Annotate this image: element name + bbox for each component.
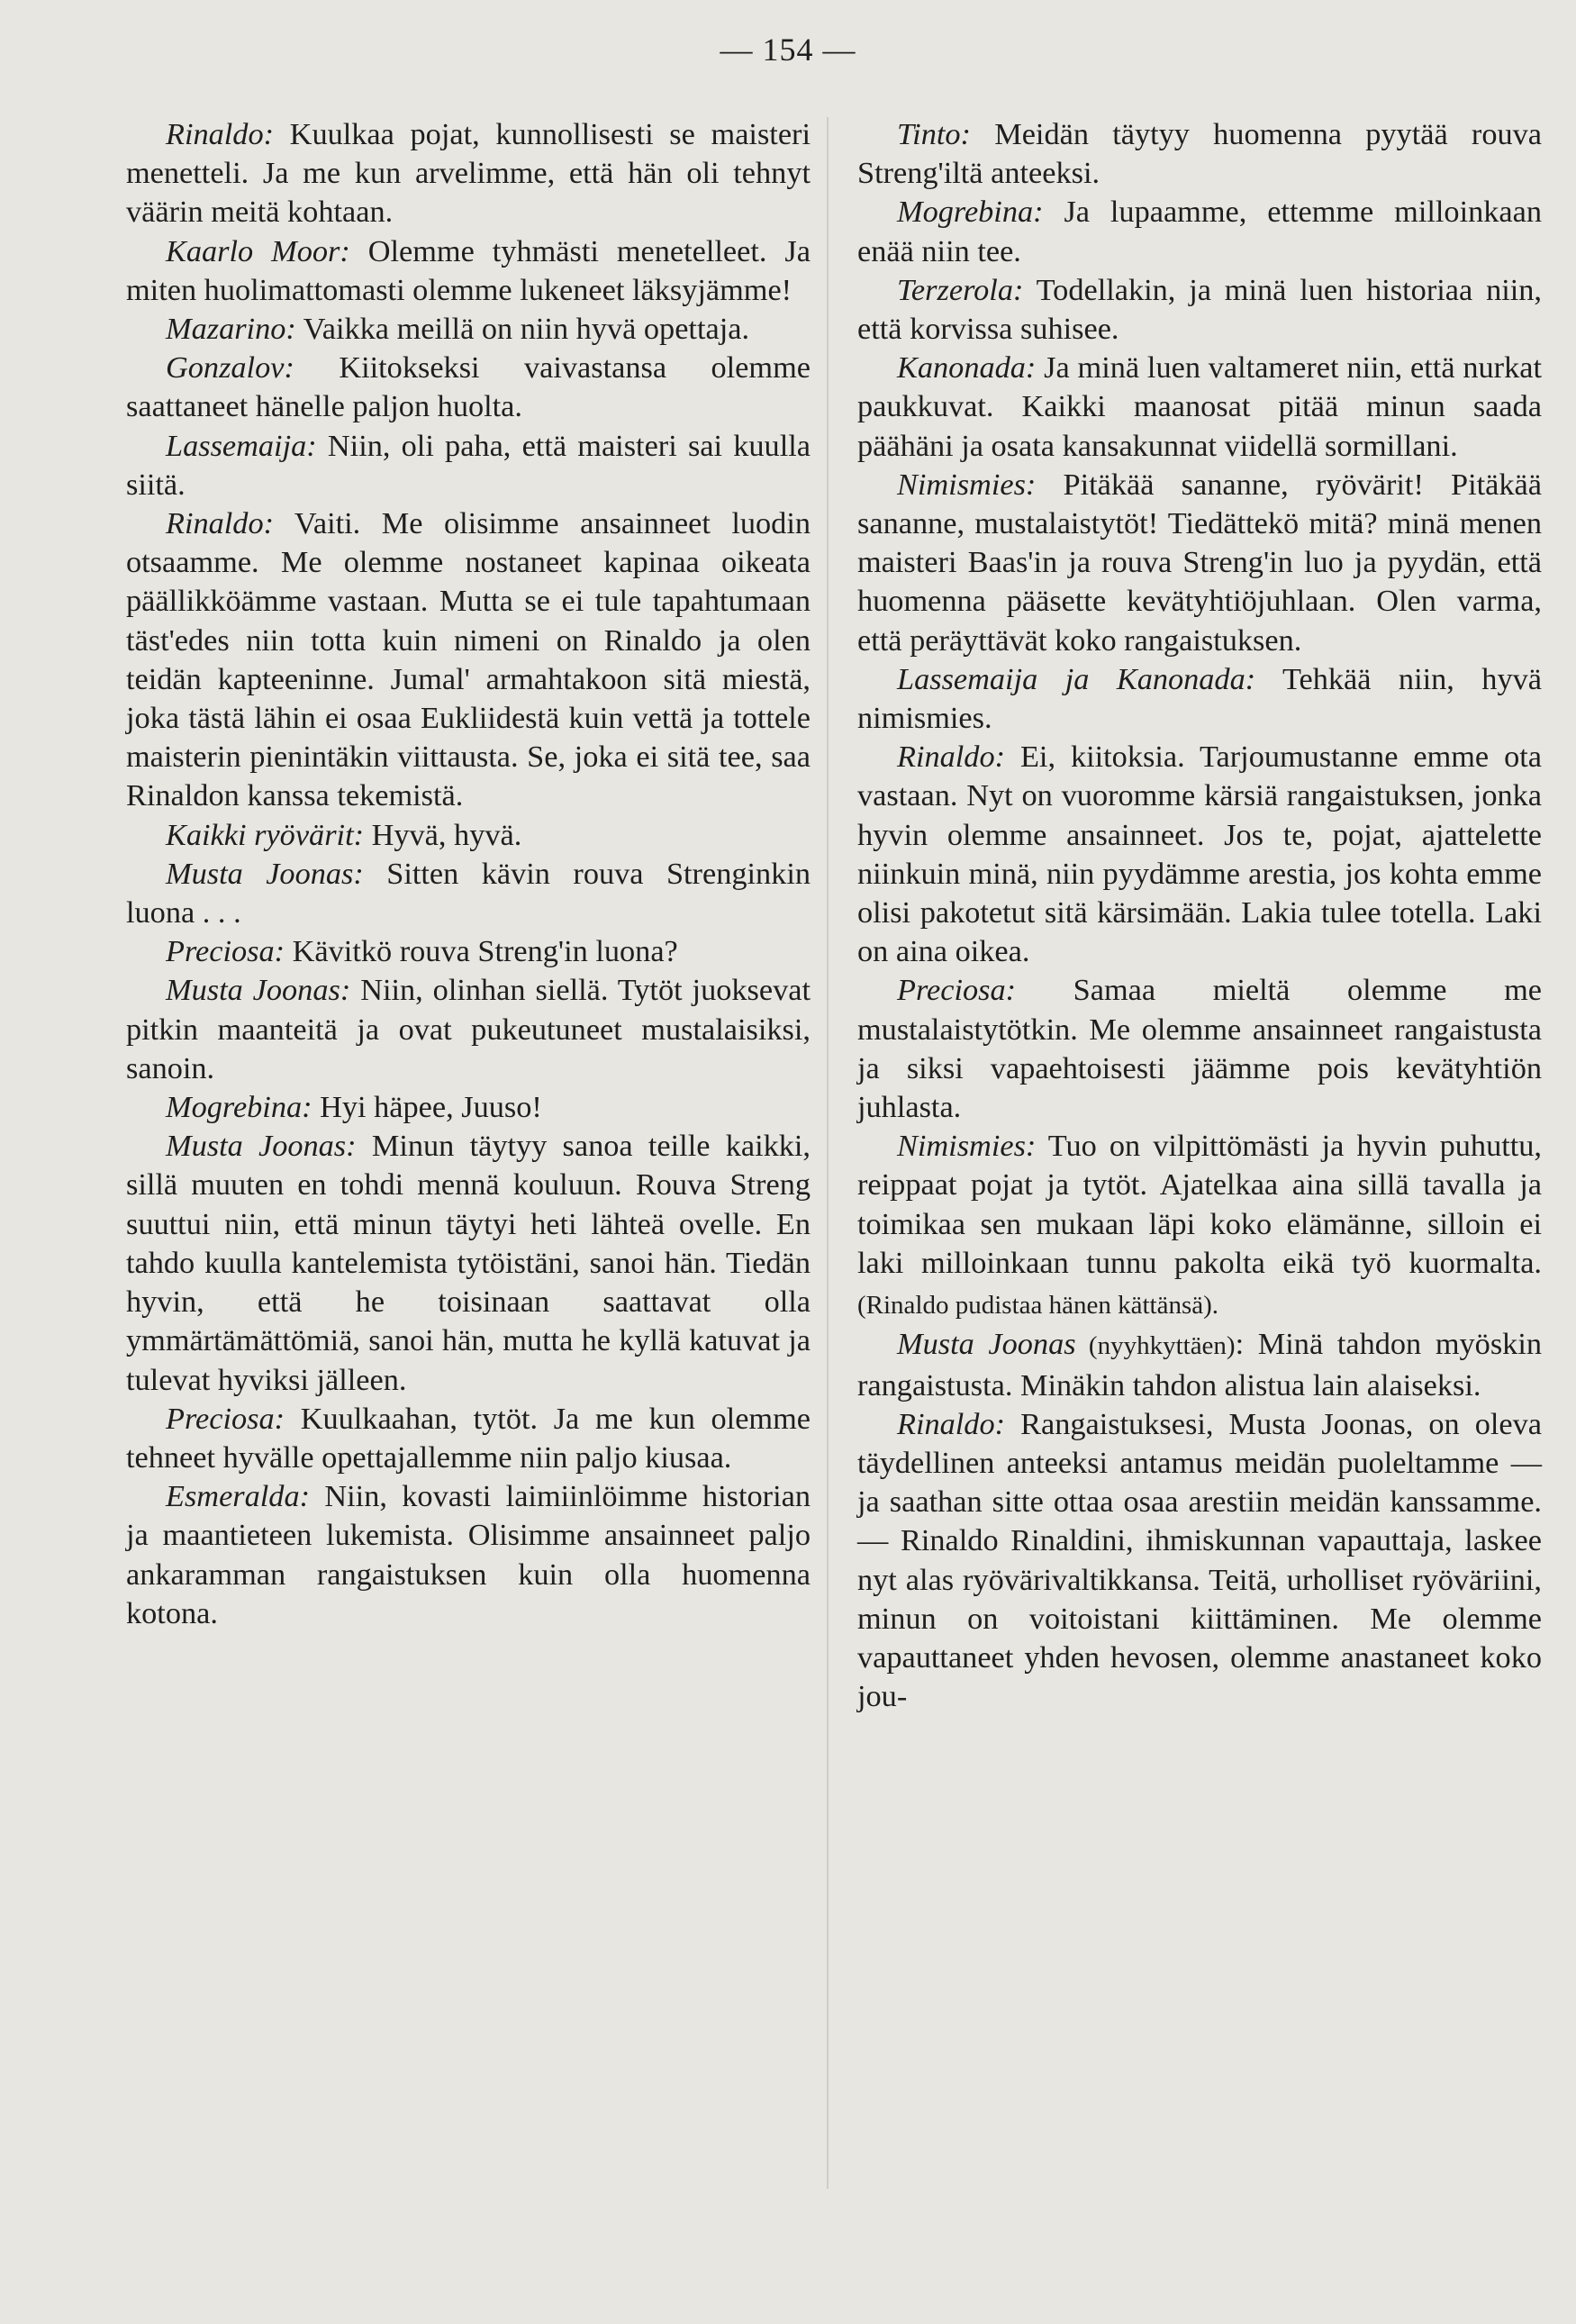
column-divider <box>827 117 829 2189</box>
speech-text: Minun täytyy sanoa teille kaikki, sillä muuten en tohdi mennä kouluun. Rouva Streng suuttui niin, että minun täytyi heti lähteä ovelle. En tahdo kuulla kantelemista tytöistäni, sanoi hän. Tiedän hyvin, että he toisinaan saattavat olla ymmärtämättömiä, sanoi hän, mutta he kyllä katuvat ja tulevat hyviksi jälleen. <box>126 1129 811 1397</box>
speaker-name: Rinaldo: <box>897 1406 1006 1441</box>
speech-paragraph <box>857 271 1542 349</box>
speech-text: Tuo on vilpittömästi ja hyvin puhuttu, reippaat pojat ja tytöt. Ajatelkaa aina sillä tavalla ja toimikaa sen mukaan läpi koko elämänne, silloin ei laki milloinkaan tunnu pakolta eikä työ kuormalta. <box>857 1129 1542 1280</box>
speech-paragraph <box>857 1325 1542 1404</box>
speech-text: : Minä tahdon myöskin rangaistusta. Minäkin tahdon alistua lain alaiseksi. <box>857 1327 1543 1403</box>
speech-text: Todellakin, ja minä luen historiaa niin, että korvissa suhisee. <box>857 272 1542 347</box>
speaker-name: Kaikki ryövärit: <box>166 817 365 852</box>
stage-direction: (Rinaldo pudistaa hänen kättänsä). <box>857 1291 1219 1321</box>
speech-paragraph <box>126 932 811 971</box>
speech-text: Sitten kävin rouva Strenginkin luona . . . <box>126 856 811 931</box>
right-column <box>857 115 1542 1716</box>
speech-paragraph <box>126 816 811 855</box>
speech-paragraph <box>857 349 1542 466</box>
speaker-name: Kanonada: <box>897 350 1037 386</box>
speaker-name: Lassemaija: <box>166 428 317 463</box>
speech-text: Kuulkaahan, tytöt. Ja me kun olemme tehneet hyvälle opettajallemme niin paljo kiusaa. <box>126 1401 811 1475</box>
speech-paragraph <box>126 1127 811 1399</box>
speech-text: Niin, kovasti laimiinlöimme historian ja maantieteen lukemista. Olisimme ansainneet paljo ankaramman rangaistuksen kuin olla huomenna kotona. <box>126 1479 811 1630</box>
speech-paragraph <box>857 193 1542 270</box>
speaker-name: Musta Joonas: <box>166 856 364 891</box>
speaker-name: Mogrebina: <box>897 195 1044 230</box>
speech-text: Niin, oli paha, että maisteri sai kuulla siitä. <box>126 428 811 502</box>
speaker-name: Musta Joonas: <box>166 1129 357 1164</box>
speech-paragraph <box>126 427 811 504</box>
page-number: — 154 — <box>720 32 856 68</box>
speech-text: Tehkää niin, hyvä nimismies. <box>857 661 1542 736</box>
speech-text: Hyvä, hyvä. <box>364 817 522 852</box>
speaker-name: Nimismies: <box>897 467 1037 502</box>
speech-paragraph <box>126 855 811 932</box>
speech-paragraph <box>857 466 1542 660</box>
speaker-name: Rinaldo: <box>897 740 1006 775</box>
speaker-name: Mogrebina: <box>166 1090 312 1125</box>
speech-text: Olemme tyhmästi menetelleet. Ja miten huolimattomasti olemme lukeneet läksyjämme! <box>126 233 811 307</box>
left-column <box>126 115 811 1633</box>
speech-paragraph <box>126 1477 811 1633</box>
speaker-name: Gonzalov: <box>166 350 294 386</box>
speech-text: Ja minä luen valtameret niin, että nurkat paukkuvat. Kaikki maanosat pitää minun saada päähäni ja osata kansakunnat viidellä sormillani. <box>857 350 1542 463</box>
speech-paragraph <box>126 310 811 349</box>
speech-text: Ei, kiitoksia. Tarjoumustanne emme ota vastaan. Nyt on vuoromme kärsiä rangaistuksen, jonka hyvin olemme ansainneet. Jos te, pojat, ajattelette niinkuin minä, niin pyydämme arestia, jos kohta emme olisi pakotetut sitä kärsimään. Lakia tulee totella. Laki on aina oikea. <box>857 740 1542 969</box>
speaker-name: Esmeralda: <box>166 1479 311 1514</box>
speech-paragraph <box>857 1405 1542 1717</box>
speaker-name: Nimismies: <box>897 1129 1037 1164</box>
speech-text: Samaa mieltä olemme me mustalaistytötkin. Me olemme ansainneet rangaistusta ja siksi vapaehtoisesti jäämme pois kevätyhtiön juhlasta. <box>857 973 1542 1125</box>
speaker-name: Lassemaija ja Kanonada: <box>897 661 1256 696</box>
speech-text: Kiitokseksi vaivastansa olemme saattaneet hänelle paljon huolta. <box>126 350 811 424</box>
speech-paragraph <box>126 349 811 426</box>
stage-direction: (nyyhkyttäen) <box>1075 1331 1236 1361</box>
speech-paragraph <box>126 1400 811 1477</box>
speech-text: Vaikka meillä on niin hyvä opettaja. <box>295 312 750 347</box>
speech-paragraph <box>126 232 811 310</box>
speech-text: Kuulkaa pojat, kunnollisesti se maisteri menetteli. Ja me kun arvelimme, että hän oli tehnyt väärin meitä kohtaan. <box>126 117 811 230</box>
speaker-name: Musta Joonas <box>897 1327 1076 1362</box>
speech-paragraph <box>857 971 1542 1127</box>
speech-paragraph <box>126 115 811 232</box>
speaker-name: Preciosa: <box>166 934 285 969</box>
speaker-name: Mazarino: <box>166 312 296 347</box>
speech-paragraph <box>857 738 1542 971</box>
speech-text: Niin, olinhan siellä. Tytöt juoksevat pitkin maanteitä ja ovat pukeutuneet mustalaisiksi, sanoin. <box>126 973 811 1085</box>
speaker-name: Rinaldo: <box>166 506 275 541</box>
speech-text: Kävitkö rouva Streng'in luona? <box>285 934 678 969</box>
speech-text: Pitäkää sananne, ryövärit! Pitäkää sananne, mustalaistytöt! Tiedättekö mitä? minä menen maisteri Baas'in ja rouva Streng'in luo ja pyydän, että huomenna pääsette kevätyhtiöjuhlaan. Olen varma, että peräyttävät koko rangaistuksen. <box>857 467 1542 658</box>
speech-text: Meidän täytyy huomenna pyytää rouva Streng'iltä anteeksi. <box>857 117 1542 191</box>
speech-paragraph <box>857 1127 1542 1325</box>
speaker-name: Preciosa: <box>897 973 1017 1008</box>
speaker-name: Kaarlo Moor: <box>166 233 350 268</box>
speaker-name: Tinto: <box>897 117 971 151</box>
speaker-name: Preciosa: <box>166 1401 285 1436</box>
speaker-name: Rinaldo: <box>166 117 275 151</box>
speech-paragraph <box>857 660 1542 738</box>
speech-text: Ja lupaamme, ettemme milloinkaan enää niin tee. <box>857 195 1542 268</box>
speech-text: Vaiti. Me olisimme ansainneet luodin otsaamme. Me olemme nostaneet kapinaa oikeata päällikköämme vastaan. Mutta se ei tule tapahtumaan täst'edes niin totta kuin nimeni on Rinaldo ja olen teidän kapteeninne. Jumal' armahtakoon sitä miestä, joka tästä lähin ei osaa Eukliidestä kuin vettä ja tottele maisterin pienintäkin viittausta. Se, joka ei sitä tee, saa Rinaldon kanssa tekemistä. <box>126 506 811 813</box>
speaker-name: Musta Joonas: <box>166 973 351 1008</box>
speech-paragraph <box>126 1088 811 1127</box>
speaker-name: Terzerola: <box>897 272 1024 307</box>
speech-paragraph <box>126 504 811 816</box>
speech-paragraph <box>857 115 1542 193</box>
speech-paragraph <box>126 971 811 1088</box>
speech-text: Hyi häpee, Juuso! <box>312 1090 542 1125</box>
speech-text: Rangaistuksesi, Musta Joonas, on oleva täydellinen anteeksi antamus meidän puoleltamme — ja saathan sitte ottaa osaa arestiin meidän kanssamme. — Rinaldo Rinaldini, ihmiskunnan vapauttaja, laskee nyt alas ryövärivaltikkansa. Teitä, urholliset ryöväriini, minun on voitoistani kiittäminen. Me olemme vapauttaneet yhden hevosen, olemme anastaneet koko jou- <box>857 1406 1542 1714</box>
